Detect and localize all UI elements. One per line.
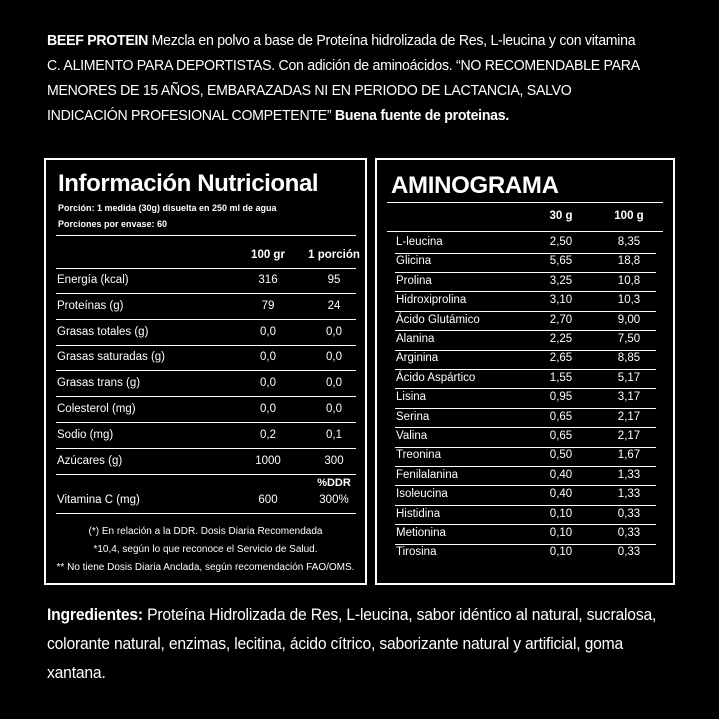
- amino-value-30g: 2,70: [549, 313, 573, 326]
- amino-value-100g: 0,33: [617, 527, 641, 539]
- nutrient-value-portion: 0,0: [326, 377, 342, 390]
- amino-acid-name: Serina: [396, 410, 430, 423]
- amino-acid-name: Valina: [396, 430, 428, 442]
- nutrient-label: Colesterol (mg): [57, 403, 136, 415]
- amino-value-100g: 2,17: [617, 430, 641, 442]
- nutrient-value-portion: 0,1: [326, 428, 342, 441]
- amino-value-30g: 0,40: [549, 488, 573, 501]
- amino-value-100g: 3,17: [617, 391, 641, 404]
- amino-value-100g: 18,8: [617, 255, 641, 268]
- footnote: (*) En relación a la DDR. Dosis Diaria Recomendada: [88, 526, 323, 537]
- amino-value-30g: 0,65: [549, 430, 573, 442]
- servings-per-container: Porciones por envase: 60: [58, 219, 168, 229]
- row-divider: [395, 253, 656, 254]
- nutrient-value-portion: 0,0: [326, 325, 342, 338]
- footnote: ** No tiene Dosis Diaria Anclada, según recomendación FAO/OMS.: [56, 562, 355, 573]
- ingredients-block: [47, 601, 674, 688]
- vitamin-divider: [56, 513, 356, 514]
- title-divider: [387, 202, 663, 203]
- amino-acid-name: Alanina: [396, 333, 435, 345]
- aminogram-title: AMINOGRAMA: [391, 172, 559, 199]
- nutrition-facts-panel: [44, 158, 367, 585]
- row-divider: [395, 311, 656, 312]
- amino-value-100g: 0,33: [617, 507, 641, 520]
- amino-value-100g: 10,8: [617, 274, 641, 287]
- ingredients-label: Ingredientes:: [47, 606, 143, 624]
- row-divider: [56, 345, 356, 346]
- col-header-portion: 1 porción: [308, 249, 360, 261]
- amino-acid-name: Ácido Glutámico: [396, 313, 480, 326]
- row-divider: [56, 370, 356, 371]
- row-divider: [395, 388, 656, 389]
- nutrient-label: Sodio (mg): [57, 428, 114, 441]
- row-divider: [395, 408, 656, 409]
- row-divider: [395, 524, 656, 525]
- nutrient-value-100g: 1000: [255, 454, 281, 467]
- nutrient-value-100g: 0,2: [260, 428, 276, 441]
- amino-acid-name: Metionina: [396, 527, 446, 539]
- vitamin-c-100g: 600: [258, 494, 278, 506]
- ddr-header: %DDR: [317, 477, 351, 489]
- amino-value-30g: 0,10: [549, 546, 573, 559]
- row-divider: [395, 330, 656, 331]
- amino-value-30g: 5,65: [549, 255, 573, 268]
- nutrient-value-100g: 79: [261, 299, 275, 312]
- nutrient-label: Grasas trans (g): [57, 377, 141, 390]
- aminogram-panel: [375, 158, 675, 585]
- amino-acid-name: Lisina: [396, 391, 427, 404]
- row-divider: [56, 448, 356, 449]
- nutrient-label: Energía (kcal): [57, 274, 129, 286]
- col-header-100g: 100 gr: [251, 249, 285, 261]
- amino-acid-name: Fenilalanina: [396, 468, 459, 481]
- protein-claim: Buena fuente de proteinas.: [334, 107, 509, 124]
- amino-value-100g: 2,17: [617, 410, 641, 423]
- amino-value-30g: 0,50: [549, 449, 573, 462]
- amino-value-100g: 10,3: [617, 294, 641, 307]
- amino-value-100g: 5,17: [617, 371, 641, 384]
- nutrient-value-100g: 316: [258, 274, 278, 286]
- nutrient-value-100g: 0,0: [260, 351, 276, 364]
- amino-value-100g: 8,85: [617, 352, 641, 365]
- amino-value-100g: 8,35: [617, 236, 641, 248]
- nutrient-value-portion: 24: [327, 299, 341, 312]
- row-divider: [395, 544, 656, 545]
- nutrient-label: Azúcares (g): [57, 454, 123, 467]
- nutrient-label: Grasas totales (g): [57, 325, 149, 338]
- row-divider: [395, 427, 656, 428]
- nutrient-value-portion: 300: [324, 454, 344, 467]
- portion-size: Porción: 1 medida (30g) disuelta en 250 ml de agua: [58, 203, 277, 213]
- row-divider: [395, 350, 656, 351]
- amino-value-30g: 2,50: [549, 236, 573, 248]
- nutrient-label: Grasas saturadas (g): [57, 351, 166, 364]
- nutrient-label: Proteínas (g): [57, 299, 124, 312]
- amino-acid-name: Arginina: [396, 352, 439, 365]
- amino-value-30g: 0,10: [549, 527, 573, 539]
- amino-value-100g: 1,33: [617, 488, 641, 501]
- row-divider: [56, 422, 356, 423]
- amino-value-30g: 0,40: [549, 468, 573, 481]
- row-divider: [395, 369, 656, 370]
- amino-value-30g: 2,25: [549, 333, 573, 345]
- amino-acid-name: Tirosina: [396, 546, 437, 559]
- nutrient-value-100g: 0,0: [260, 403, 276, 415]
- amino-value-100g: 1,33: [617, 468, 641, 481]
- amino-value-30g: 2,65: [549, 352, 573, 365]
- row-divider: [56, 319, 356, 320]
- amino-value-30g: 3,25: [549, 274, 573, 287]
- row-divider: [56, 396, 356, 397]
- brand-name: BEEF PROTEIN: [47, 32, 149, 49]
- amino-acid-name: L-leucina: [396, 236, 443, 248]
- row-divider: [56, 293, 356, 294]
- nutrient-value-100g: 0,0: [260, 325, 276, 338]
- nutrient-value-portion: 0,0: [326, 403, 342, 415]
- col-header-30g: 30 g: [549, 210, 573, 222]
- row-divider: [395, 485, 656, 486]
- vitamin-c-ddr: 300%: [319, 494, 349, 506]
- amino-acid-name: Prolina: [396, 274, 432, 287]
- amino-value-30g: 3,10: [549, 294, 573, 307]
- row-divider: [395, 272, 656, 273]
- amino-value-100g: 0,33: [617, 546, 641, 559]
- row-divider: [395, 466, 656, 467]
- amino-acid-name: Histidina: [396, 507, 441, 520]
- nutrient-value-100g: 0,0: [260, 377, 276, 390]
- nutrient-value-portion: 0,0: [326, 351, 342, 364]
- nutrient-value-portion: 95: [327, 274, 341, 286]
- amino-acid-name: Ácido Aspártico: [396, 371, 476, 384]
- row-divider: [395, 291, 656, 292]
- description-text: Mezcla en polvo a base de Proteína hidrolizada de Res, L-leucina y con vitamina C. ALIMENTO PARA DEPORTISTAS. Con adición de aminoácidos. “NO RECOMENDABLE PARA MENORES DE 15 AÑOS, EMBARAZADAS NI EN PERIODO DE LACTANCIA, SALVO INDICACIÓN PROFESIONAL COMPETENTE”: [47, 32, 640, 124]
- row-divider: [56, 474, 356, 475]
- amino-value-100g: 1,67: [617, 449, 641, 462]
- vitamin-c-label: Vitamina C (mg): [57, 494, 140, 506]
- row-divider: [395, 447, 656, 448]
- amino-acid-name: Hidroxiprolina: [396, 294, 467, 307]
- column-header-divider: [56, 268, 356, 269]
- col-header-100g: 100 g: [614, 210, 644, 222]
- product-description: [47, 28, 642, 128]
- amino-acid-name: Glicina: [396, 255, 432, 268]
- nutrition-title: Información Nutricional: [58, 170, 319, 197]
- amino-value-30g: 1,55: [549, 371, 573, 384]
- footnote: *10,4, según lo que reconoce el Servicio de Salud.: [93, 544, 318, 555]
- amino-value-30g: 0,95: [549, 391, 573, 404]
- amino-acid-name: Treonina: [396, 449, 441, 462]
- ingredients-text: Proteína Hidrolizada de Res, L-leucina, sabor idéntico al natural, sucralosa, colorante natural, enzimas, lecitina, ácido cítrico, saborizante natural y artificial, goma xantana.: [47, 606, 657, 682]
- row-divider: [395, 505, 656, 506]
- column-header-divider: [387, 231, 663, 232]
- amino-value-100g: 7,50: [617, 333, 641, 345]
- header-divider: [56, 235, 356, 236]
- amino-value-30g: 0,65: [549, 410, 573, 423]
- amino-acid-name: Isoleucina: [396, 488, 448, 501]
- amino-value-100g: 9,00: [617, 313, 641, 326]
- amino-value-30g: 0,10: [549, 507, 573, 520]
